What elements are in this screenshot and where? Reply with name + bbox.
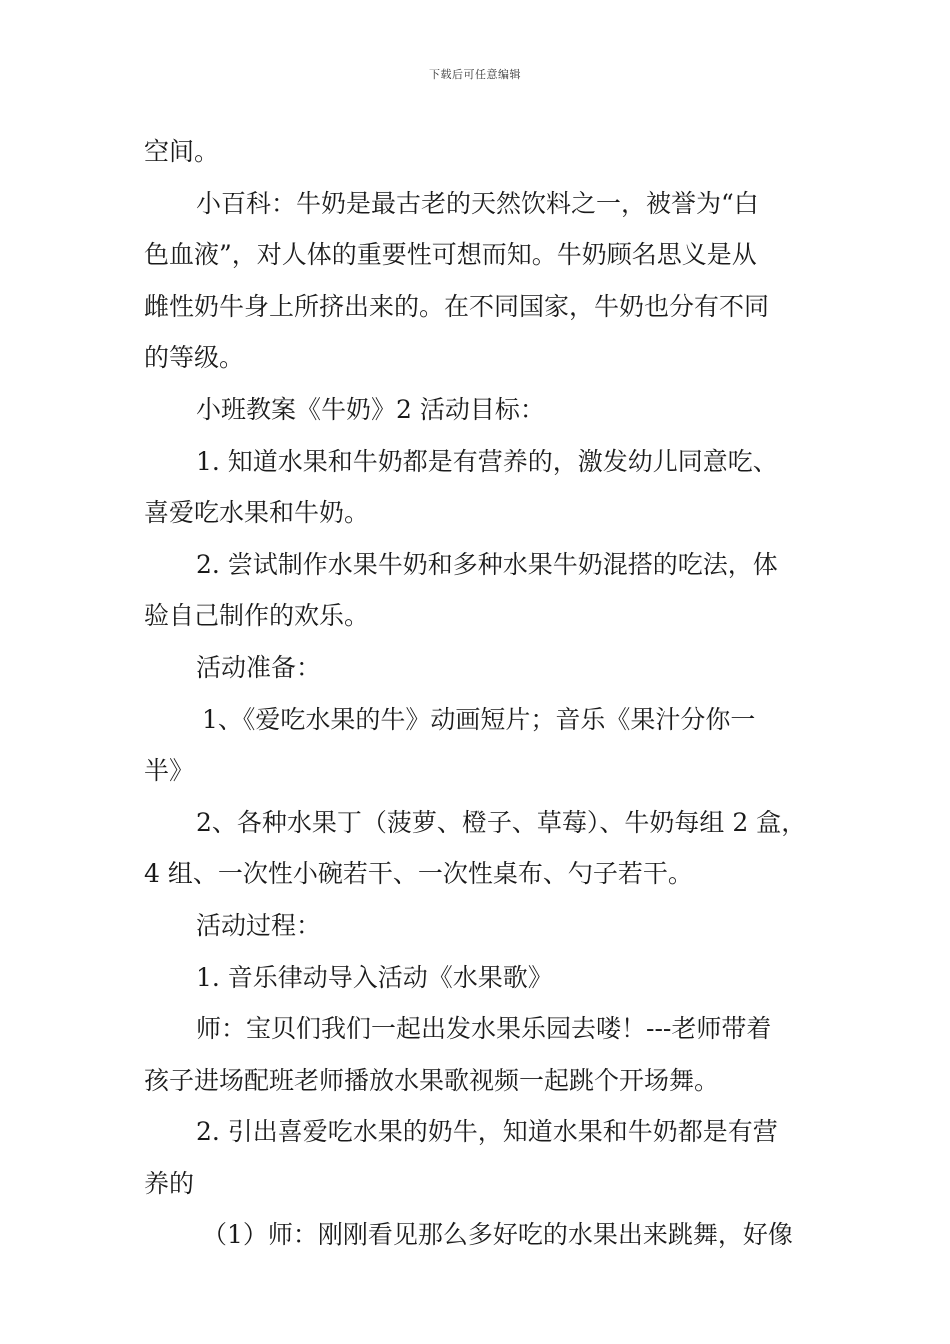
- text-line: 半》: [144, 756, 195, 786]
- list-item: 2、各种水果丁（菠萝、橙子、草莓）、牛奶每组 2 盒，: [196, 807, 807, 837]
- section-heading: 活动过程：: [196, 910, 322, 940]
- text-line: 孩子进场配班老师播放水果歌视频一起跳个开场舞。: [144, 1065, 720, 1095]
- text-line: 4 组、一次性小碗若干、一次性桌布、勺子若干。: [144, 859, 693, 889]
- text-line: 喜爱吃水果和牛奶。: [144, 498, 370, 528]
- text-line: 空间。: [144, 137, 220, 166]
- text-line: 雌性奶牛身上所挤出来的。在不同国家，牛奶也分有不同: [144, 291, 770, 321]
- text-line: 色血液”，对人体的重要性可想而知。牛奶顾名思义是从: [144, 240, 757, 270]
- section-heading: 小班教案《牛奶》2 活动目标：: [196, 394, 545, 424]
- section-heading: 活动准备：: [196, 652, 322, 682]
- page-header: 下载后可任意编辑: [429, 68, 521, 81]
- list-item: 1、《爱吃水果的牛》动画短片；音乐《果汁分你一: [202, 704, 756, 734]
- paragraph-line: 小百科：牛奶是最古老的天然饮料之一，被誉为“白: [196, 188, 759, 218]
- list-item: 2. 引出喜爱吃水果的奶牛，知道水果和牛奶都是有营: [196, 1117, 778, 1147]
- text-line: 验自己制作的欢乐。: [144, 601, 370, 631]
- document-body: [144, 128, 816, 1263]
- text-line: 养的: [144, 1168, 195, 1198]
- list-item: 1. 音乐律动导入活动《水果歌》: [196, 962, 553, 992]
- text-line: 的等级。: [144, 343, 245, 373]
- paragraph-line: 师：宝贝们我们一起出发水果乐园去喽！---老师带着: [196, 1014, 772, 1044]
- list-item: （1）师：刚刚看见那么多好吃的水果出来跳舞，好像: [202, 1220, 793, 1250]
- list-item: 2. 尝试制作水果牛奶和多种水果牛奶混搭的吃法，体: [196, 549, 778, 579]
- list-item: 1. 知道水果和牛奶都是有营养的，激发幼儿同意吃、: [196, 446, 778, 476]
